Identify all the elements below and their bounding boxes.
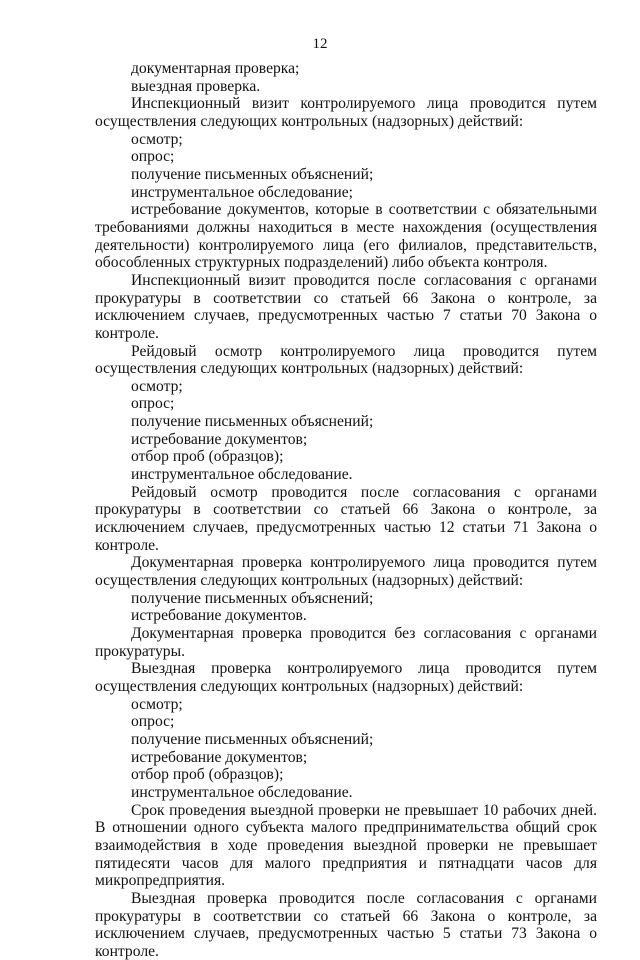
paragraph: выездная проверка.	[131, 77, 261, 95]
paragraph: Рейдовый осмотр контролируемого лица проводится путем осуществления следующих контрольных (надзорных) действий:	[95, 342, 597, 378]
paragraph: документарная проверка;	[131, 60, 300, 77]
paragraph: получение письменных объяснений;	[131, 730, 374, 748]
paragraph: истребование документов;	[131, 430, 308, 448]
paragraph: инструментальное обследование;	[131, 183, 353, 201]
paragraph: Инспекционный визит контролируемого лица проводится путем осуществления следующих контрольных (надзорных) действий:	[95, 95, 597, 130]
paragraph: Срок проведения выездной проверки не превышает 10 рабочих дней. В отношении одного субъекта малого предпринимательства общий срок взаимодействия в ходе проведения выездной проверки не превышает пятидесяти часов для малого предприятия и пятнадцати часов для микропредприятия.	[95, 801, 597, 890]
paragraph: опрос;	[131, 395, 175, 413]
page-number: 12	[312, 36, 328, 52]
paragraph: истребование документов, которые в соответствии с обязательными требованиями должны находиться в месте нахождения (осуществления деятельности) контролируемого лица (его филиалов, представительств, обособленных структурных подразделений) либо объекта контроля.	[95, 201, 597, 272]
paragraph: инструментальное обследование.	[131, 783, 353, 801]
paragraph: отбор проб (образцов);	[131, 448, 284, 466]
paragraph: отбор проб (образцов);	[131, 766, 284, 784]
paragraph: истребование документов;	[131, 748, 308, 766]
paragraph: Рейдовый осмотр проводится после согласования с органами прокуратуры в соответствии со статьей 66 Закона о контроле, за исключением случаев, предусмотренных частью 12 статьи 71 Закона о контроле.	[95, 483, 597, 554]
paragraph: осмотр;	[131, 130, 183, 148]
paragraph: инструментальное обследование.	[131, 466, 353, 484]
paragraph: осмотр;	[131, 377, 183, 395]
document-body	[95, 60, 597, 960]
paragraph: Документарная проверка контролируемого лица проводится путем осуществления следующих контрольных (надзорных) действий:	[95, 554, 597, 590]
paragraph: истребование документов.	[131, 607, 307, 625]
paragraph: получение письменных объяснений;	[131, 589, 374, 607]
paragraph: получение письменных объяснений;	[131, 165, 374, 183]
paragraph: Выездная проверка проводится после согласования с органами прокуратуры в соответствии со статьей 66 Закона о контроле, за исключением случаев, предусмотренных частью 5 статьи 73 Закона о контроле.	[95, 889, 597, 960]
paragraph: Инспекционный визит проводится после согласования с органами прокуратуры в соответствии со статьей 66 Закона о контроле, за исключением случаев, предусмотренных частью 7 статьи 70 Закона о контроле.	[95, 271, 597, 342]
paragraph: Выездная проверка контролируемого лица проводится путем осуществления следующих контрольных (надзорных) действий:	[95, 660, 597, 695]
paragraph: опрос;	[131, 713, 175, 731]
paragraph: получение письменных объяснений;	[131, 413, 374, 431]
paragraph: опрос;	[131, 148, 175, 166]
paragraph: осмотр;	[131, 695, 183, 713]
paragraph: Документарная проверка проводится без согласования с органами прокуратуры.	[95, 625, 597, 660]
